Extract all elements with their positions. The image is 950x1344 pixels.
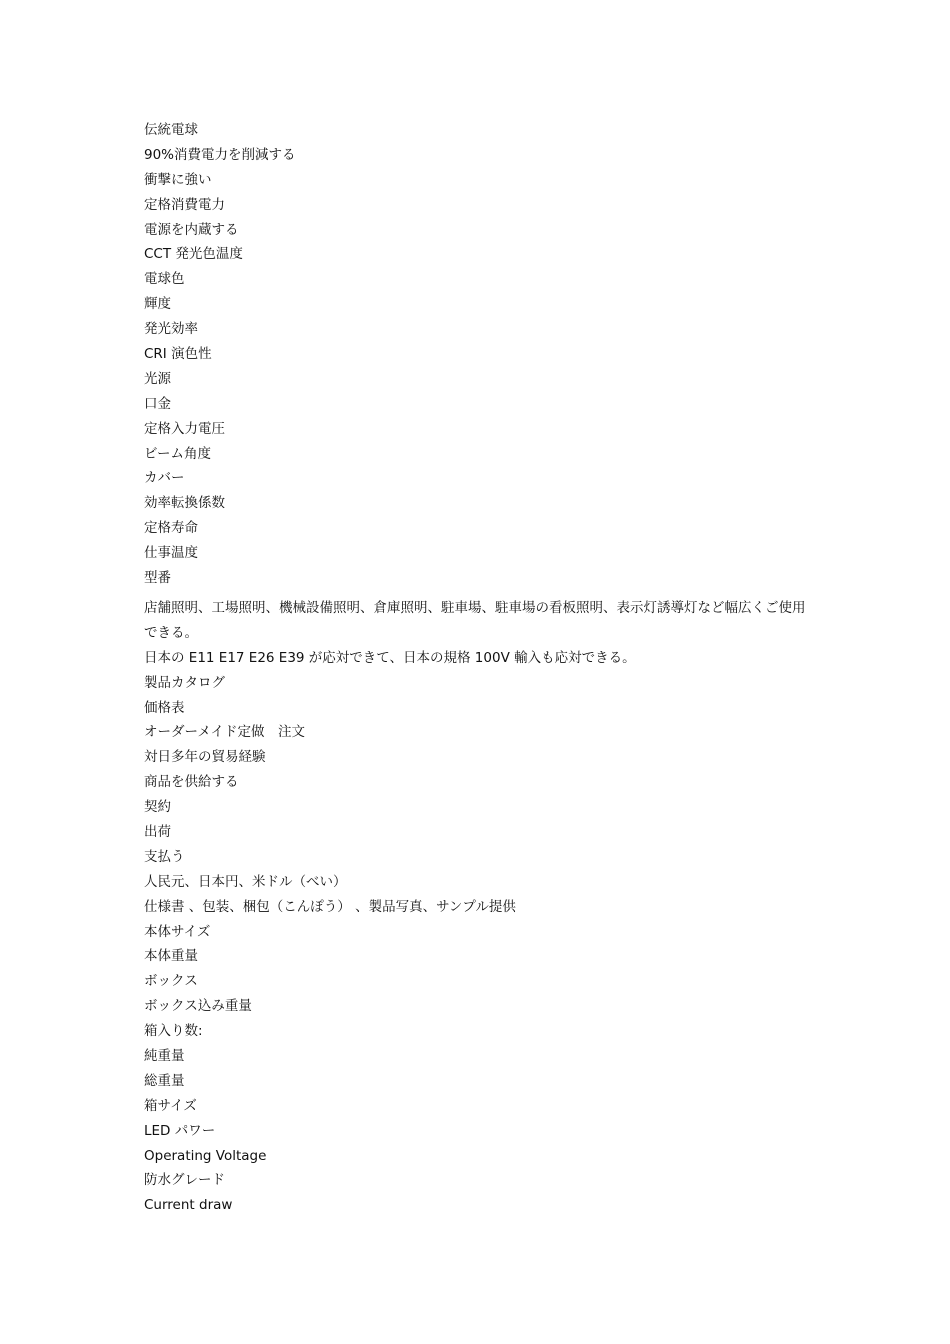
spec-line: 価格表 xyxy=(144,699,185,716)
spec-line: 伝統電球 xyxy=(144,122,198,138)
usage-paragraph: 店舗照明、工場照明、機械設備照明、倉庫照明、駐車場、駐車場の看板照明、表示灯誘導灯など幅広くご使用できる。 xyxy=(144,599,806,641)
spec-line: 衝撃に強い xyxy=(144,171,212,188)
spec-line: 定格寿命 xyxy=(144,520,198,537)
spec-line: 対日多年の貿易経験 xyxy=(144,749,266,766)
spec-line: 光源 xyxy=(144,370,171,387)
spec-line: 電球色 xyxy=(144,271,185,288)
spec-line: カバー xyxy=(144,470,185,487)
spec-line: 出荷 xyxy=(144,823,171,840)
spec-line: オーダーメイド定做 注文 xyxy=(144,724,306,741)
spec-line: 発光効率 xyxy=(144,321,198,338)
spec-line: 総重量 xyxy=(144,1072,185,1089)
spec-line: 輝度 xyxy=(144,296,171,313)
spec-line: 90%消費電力を削減する xyxy=(144,146,296,163)
spec-line: ビーム角度 xyxy=(144,445,211,462)
spec-line: 製品カタログ xyxy=(144,674,225,691)
spec-line: 本体重量 xyxy=(144,948,198,965)
spec-line: 定格入力電圧 xyxy=(144,420,225,437)
spec-line: 定格消費電力 xyxy=(144,196,225,213)
spec-line: 型番 xyxy=(144,570,171,587)
spec-line: 人民元、日本円、米ドル（べい） xyxy=(144,873,347,890)
spec-line: 箱サイズ xyxy=(144,1097,197,1114)
spec-line: 箱入り数: xyxy=(144,1023,203,1040)
spec-list-bottom xyxy=(144,646,824,1218)
spec-line: 支払う xyxy=(144,848,185,865)
spec-line: 電源を内蔵する xyxy=(144,221,239,238)
spec-line: 本体サイズ xyxy=(144,923,211,940)
spec-list-top xyxy=(144,118,824,591)
spec-line: 純重量 xyxy=(144,1047,185,1064)
spec-line: 仕事温度 xyxy=(144,545,198,562)
document-page xyxy=(144,118,824,1218)
spec-line: Current draw xyxy=(144,1197,233,1214)
spec-line: 口金 xyxy=(144,395,171,412)
spec-line: ボックス込み重量 xyxy=(144,998,252,1015)
spec-line: 防水グレード xyxy=(144,1172,225,1189)
spec-line: 商品を供給する xyxy=(144,774,239,791)
spec-line: LED パワー xyxy=(144,1122,216,1139)
spec-line: CRI 演色性 xyxy=(144,346,212,363)
spec-line: 効率転換係数 xyxy=(144,495,225,512)
spec-line: ボックス xyxy=(144,973,198,990)
spec-line: 仕様書 、包装、梱包（こんぽう） 、製品写真、サンプル提供 xyxy=(144,898,516,915)
spec-line: 契約 xyxy=(144,799,171,816)
spec-line: CCT 発光色温度 xyxy=(144,246,243,263)
spec-line: Operating Voltage xyxy=(144,1147,267,1164)
spec-line: 日本の E11 E17 E26 E39 が応対できて、日本の規格 100V 輸入も応対できる。 xyxy=(144,649,636,666)
